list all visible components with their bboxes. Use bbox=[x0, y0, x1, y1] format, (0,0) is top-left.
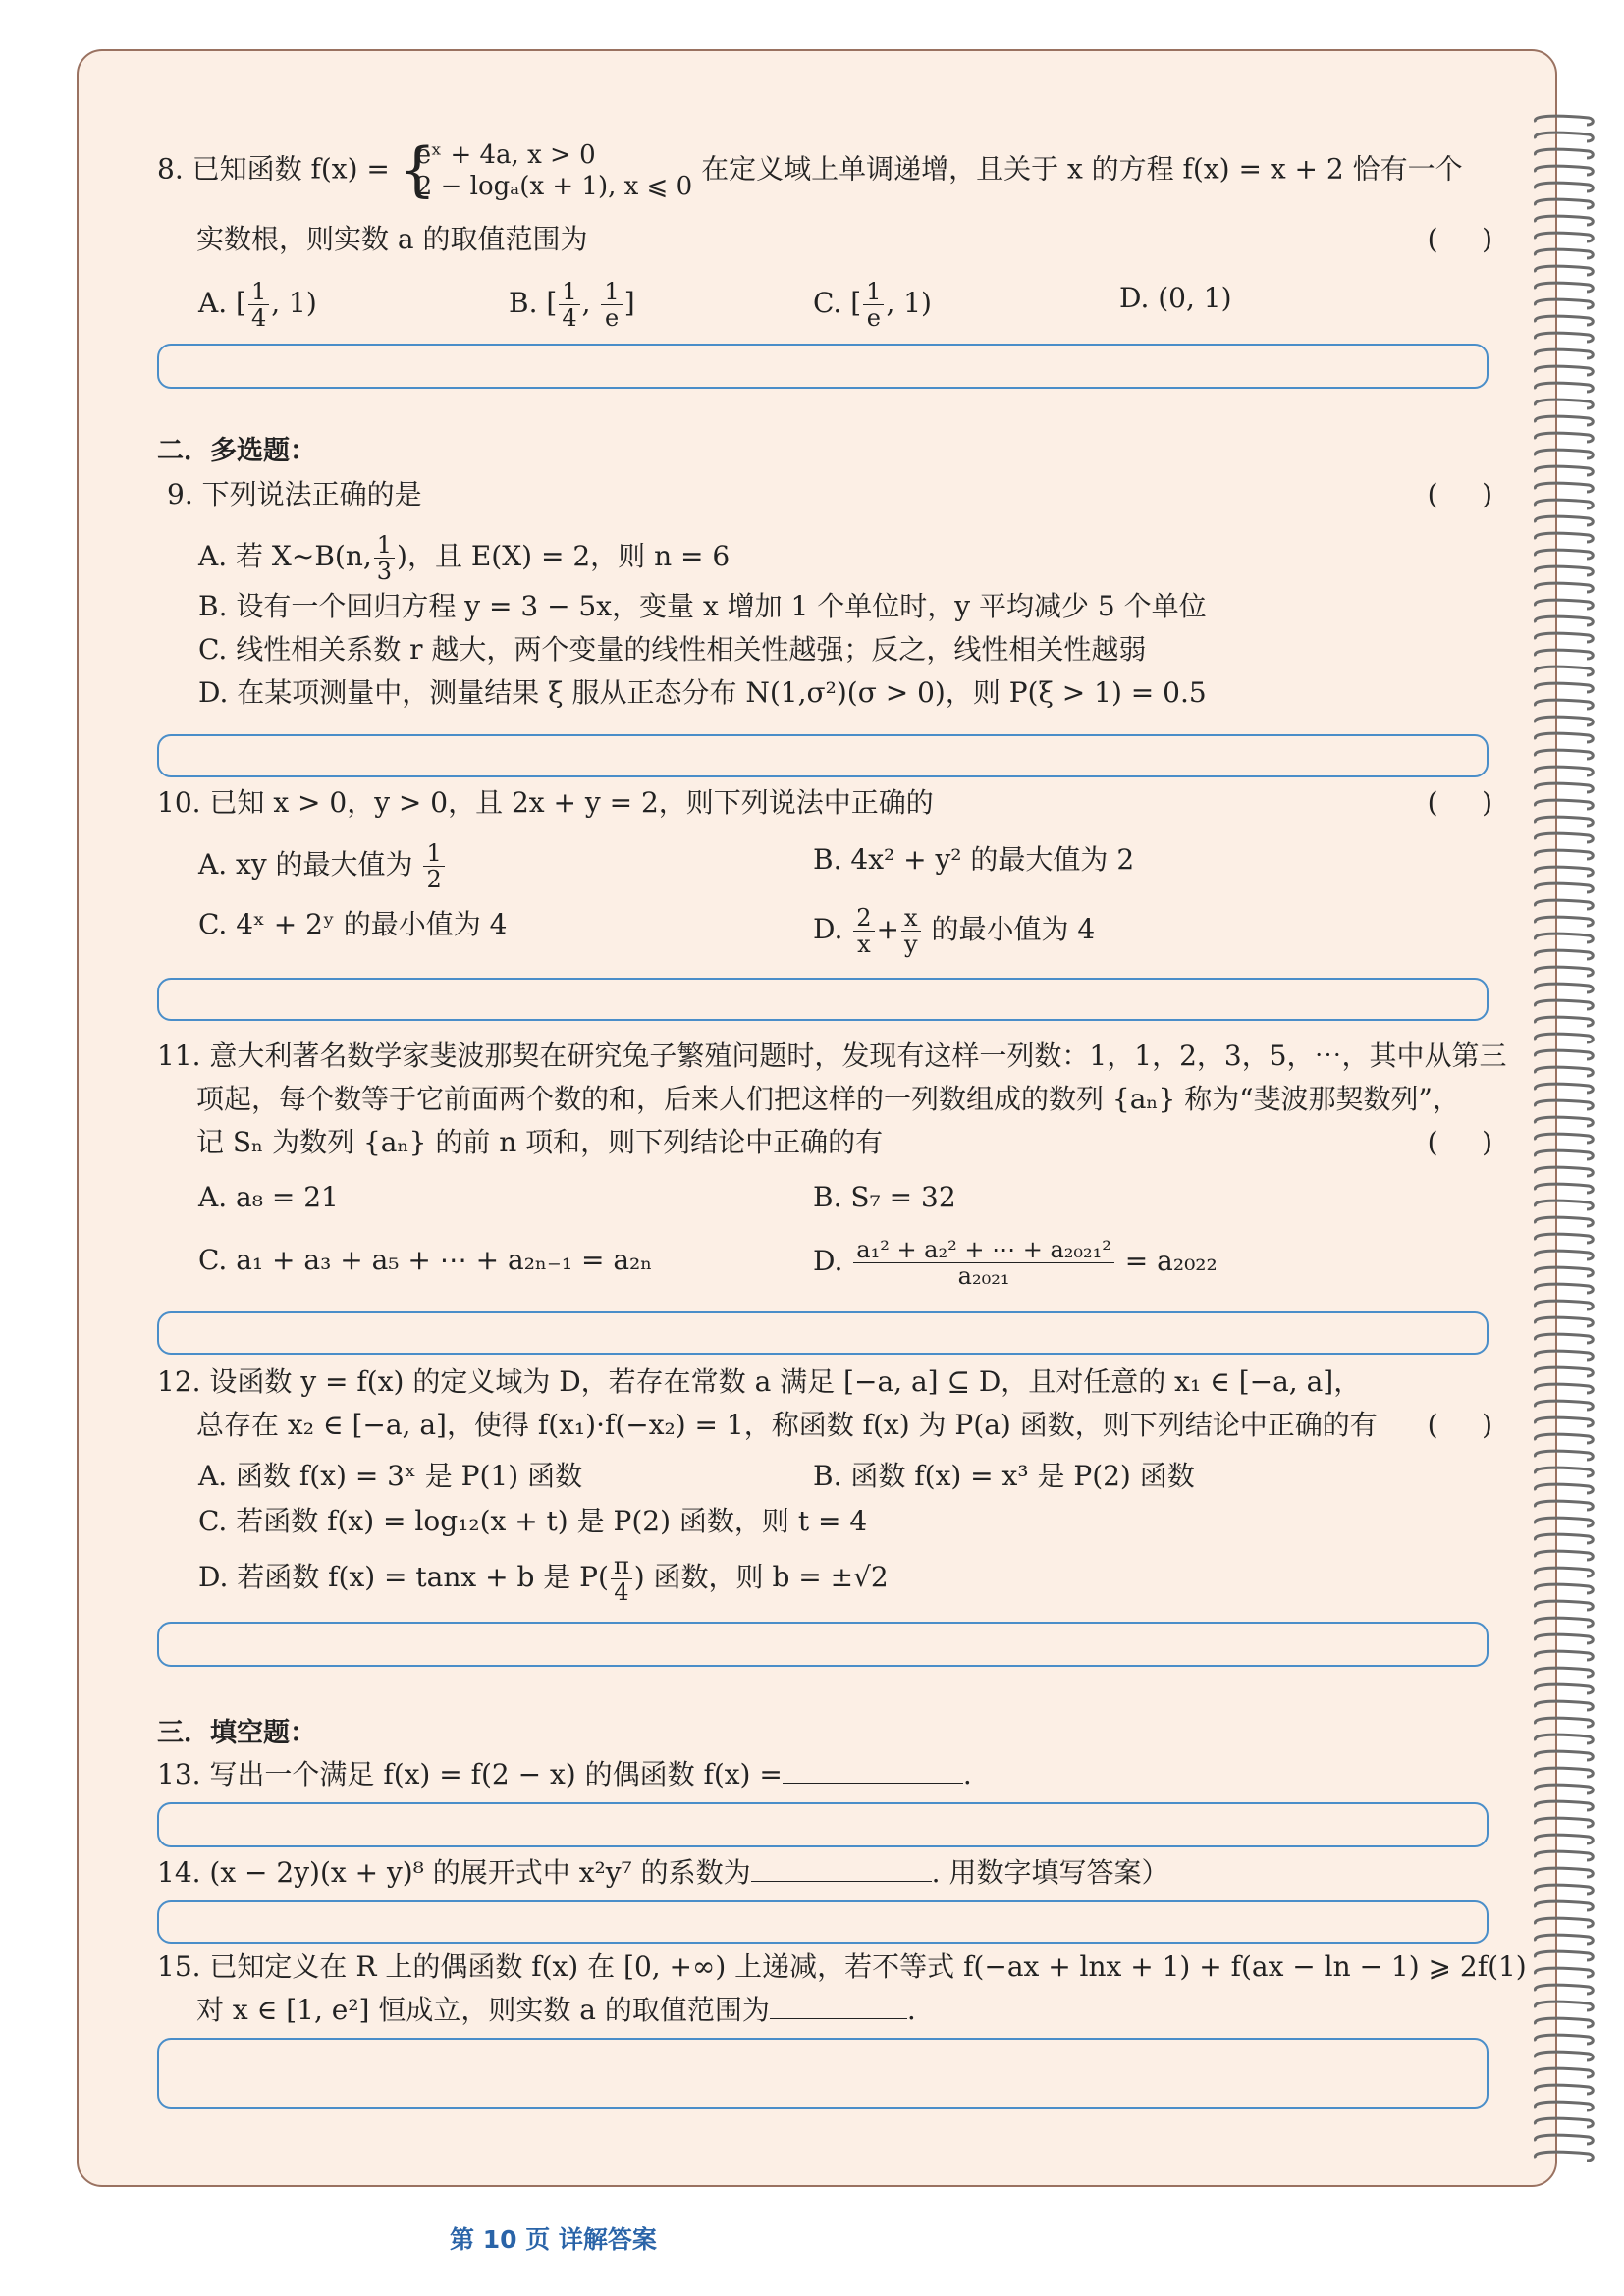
q11-option-a[interactable]: A. a₈ = 21 bbox=[198, 1181, 339, 1213]
spiral-coil bbox=[1535, 1000, 1593, 1009]
spiral-coil bbox=[1535, 650, 1593, 659]
spiral-coil bbox=[1535, 1751, 1593, 1760]
spiral-coil bbox=[1535, 1868, 1593, 1877]
spiral-coil bbox=[1535, 683, 1593, 692]
spiral-coil bbox=[1535, 1050, 1593, 1059]
spiral-coil bbox=[1535, 1234, 1593, 1243]
spiral-coil bbox=[1535, 1317, 1593, 1326]
spiral-coil bbox=[1535, 166, 1593, 175]
section-title-fill-in: 三．填空题： bbox=[157, 1718, 316, 1748]
spiral-coil bbox=[1535, 633, 1593, 642]
spiral-coil bbox=[1535, 1668, 1593, 1677]
spiral-coil bbox=[1535, 316, 1593, 325]
fraction: $\frac{x}{y}$ bbox=[901, 905, 921, 957]
fraction: $\frac{1}{3}$ bbox=[374, 532, 395, 584]
option-label: D. bbox=[813, 1245, 843, 1277]
q8-option-c[interactable]: C. [ $\frac{1}{e}$ , 1) bbox=[813, 278, 932, 332]
spiral-coil bbox=[1535, 349, 1593, 358]
q8-option-b[interactable]: B. [ $\frac{1}{4}$ , $\frac{1}{e}$ ] bbox=[509, 278, 635, 332]
q15-text-end: . bbox=[906, 1994, 916, 2026]
spiral-coil bbox=[1535, 533, 1593, 542]
option-text: )，且 E(X) = 2，则 n = 6 bbox=[397, 540, 731, 572]
q12-option-c[interactable]: C. 若函数 f(x) = log₁₂(x + t) 是 P(2) 函数，则 t = 4 bbox=[198, 1505, 868, 1537]
q13-stem bbox=[157, 1755, 972, 1794]
q8-stem-pre: 8. 已知函数 f(x) = bbox=[157, 152, 390, 186]
spiral-coil bbox=[1535, 1100, 1593, 1109]
spiral-coil bbox=[1535, 583, 1593, 592]
spiral-coil bbox=[1535, 733, 1593, 742]
spiral-coil bbox=[1535, 767, 1593, 775]
spiral-coil bbox=[1535, 750, 1593, 759]
q14-answer-box[interactable] bbox=[157, 1900, 1489, 1944]
spiral-coil bbox=[1535, 900, 1593, 909]
spiral-coil bbox=[1535, 1334, 1593, 1343]
spiral-coil bbox=[1535, 383, 1593, 392]
spiral-coil bbox=[1535, 2035, 1593, 2044]
spiral-coil bbox=[1535, 1301, 1593, 1309]
q8-option-d[interactable]: D. (0, 1) bbox=[1119, 282, 1232, 314]
q10-stem: 10. 已知 x > 0，y > 0，且 2x + y = 2，则下列说法中正确的 bbox=[157, 786, 934, 819]
q14-blank[interactable] bbox=[751, 1853, 932, 1882]
option-text: D. 若函数 f(x) = tanx + b 是 P( bbox=[198, 1561, 609, 1593]
spiral-coil bbox=[1535, 1851, 1593, 1860]
fraction: $\frac{\text{a₁² + a₂² + ⋯ + a₂₀₂₁²}}{\text{a₂₀₂₁}}$ bbox=[853, 1237, 1114, 1289]
spiral-coil bbox=[1535, 1201, 1593, 1209]
fraction: $\frac{1}{e}$ bbox=[601, 279, 622, 331]
spiral-coil bbox=[1535, 416, 1593, 425]
spiral-coil bbox=[1535, 833, 1593, 842]
spiral-coil bbox=[1535, 1885, 1593, 1894]
spiral-coil bbox=[1535, 1968, 1593, 1977]
q11-stem-line3: 记 Sₙ 为数列 {aₙ} 的前 n 项和，则下列结论中正确的有 bbox=[196, 1126, 884, 1158]
option-label: D. bbox=[813, 913, 843, 945]
q11-option-d[interactable] bbox=[813, 1237, 1218, 1289]
q14-text: 14. (x − 2y)(x + y)⁸ 的展开式中 x²y⁷ 的系数为 bbox=[157, 1856, 751, 1889]
option-text: A. xy 的最大值为 bbox=[198, 848, 413, 881]
q9-option-c[interactable]: C. 线性相关系数 r 越大，两个变量的线性相关性越强；反之，线性相关性越弱 bbox=[198, 633, 1147, 666]
q15-stem-line1: 15. 已知定义在 R 上的偶函数 f(x) 在 [0, +∞) 上递减，若不等式 f(−ax + lnx + 1) + f(ax − ln − 1) ⩾ 2f(1) bbox=[157, 1950, 1527, 1983]
q12-stem-line2: 总存在 x₂ ∈ [−a, a]，使得 f(x₁)·f(−x₂) = 1，称函数 f(x) 为 P(a) 函数，则下列结论中正确的有 bbox=[196, 1409, 1378, 1441]
spiral-coil bbox=[1535, 466, 1593, 475]
spiral-coil bbox=[1535, 783, 1593, 792]
q10-answer-paren: ( ) bbox=[1427, 786, 1492, 819]
spiral-coil bbox=[1535, 400, 1593, 408]
q12-answer-box[interactable] bbox=[157, 1622, 1489, 1667]
spiral-coil bbox=[1535, 1184, 1593, 1193]
spiral-coil bbox=[1535, 1084, 1593, 1093]
q11-stem-line1: 11. 意大利著名数学家斐波那契在研究兔子繁殖问题时，发现有这样一列数：1，1，2，3，5，⋯，其中从第三 bbox=[157, 1040, 1507, 1072]
spiral-coil bbox=[1535, 934, 1593, 942]
spiral-coil bbox=[1535, 1267, 1593, 1276]
spiral-coil bbox=[1535, 1918, 1593, 1927]
spiral-coil bbox=[1535, 1367, 1593, 1376]
spiral-coil bbox=[1535, 1167, 1593, 1176]
q9-option-d[interactable]: D. 在某项测量中，测量结果 ξ 服从正态分布 N(1,σ²)(σ > 0)，则 P(ξ > 1) = 0.5 bbox=[198, 676, 1207, 709]
q9-answer-paren: ( ) bbox=[1427, 478, 1492, 510]
spiral-coil bbox=[1535, 1484, 1593, 1493]
q10-option-c[interactable]: C. 4ˣ + 2ʸ 的最小值为 4 bbox=[198, 908, 508, 940]
spiral-coil bbox=[1535, 2118, 1593, 2127]
spiral-coil bbox=[1535, 1518, 1593, 1526]
q8-case2: 2 − logₐ(x + 1), x ⩽ 0 bbox=[415, 172, 693, 201]
spiral-coil bbox=[1535, 1451, 1593, 1460]
spiral-coil bbox=[1535, 1067, 1593, 1076]
spiral-coil bbox=[1535, 2052, 1593, 2060]
spiral-coil bbox=[1535, 2135, 1593, 2144]
fraction: $\frac{1}{4}$ bbox=[559, 279, 579, 331]
spiral-coil bbox=[1535, 283, 1593, 292]
spiral-coil bbox=[1535, 333, 1593, 342]
fraction: $\frac{\pi}{4}$ bbox=[611, 1553, 632, 1605]
spiral-coil bbox=[1535, 850, 1593, 859]
q8-stem-post: 在定义域上单调递增，且关于 x 的方程 f(x) = x + 2 恰有一个 bbox=[701, 152, 1463, 186]
spiral-coil bbox=[1535, 1935, 1593, 1944]
spiral-coil bbox=[1535, 1401, 1593, 1410]
piecewise-function bbox=[398, 135, 693, 204]
spiral-binding bbox=[1528, 110, 1597, 2162]
q10-option-b[interactable]: B. 4x² + y² 的最大值为 2 bbox=[813, 843, 1135, 876]
q8-case1: eˣ + 4a, x > 0 bbox=[415, 140, 596, 170]
q10-answer-box[interactable] bbox=[157, 978, 1489, 1021]
plus-sign: + bbox=[876, 913, 900, 945]
spiral-coil bbox=[1535, 500, 1593, 508]
spiral-coil bbox=[1535, 2152, 1593, 2161]
spiral-coil bbox=[1535, 149, 1593, 158]
spiral-coil bbox=[1535, 183, 1593, 191]
spiral-coil bbox=[1535, 616, 1593, 625]
q10-option-d[interactable] bbox=[813, 905, 1095, 957]
q9-option-a[interactable] bbox=[198, 532, 730, 584]
q13-text: 13. 写出一个满足 f(x) = f(2 − x) 的偶函数 f(x) = bbox=[157, 1758, 783, 1790]
spiral-coil bbox=[1535, 1417, 1593, 1426]
spiral-coil bbox=[1535, 133, 1593, 141]
spiral-coil bbox=[1535, 1701, 1593, 1710]
spiral-coil bbox=[1535, 2018, 1593, 2027]
option-text: A. 若 X~B(n, bbox=[198, 540, 372, 572]
q11-answer-box[interactable] bbox=[157, 1311, 1489, 1355]
spiral-coil bbox=[1535, 817, 1593, 826]
spiral-coil bbox=[1535, 566, 1593, 575]
spiral-coil bbox=[1535, 717, 1593, 725]
spiral-coil bbox=[1535, 1634, 1593, 1643]
spiral-coil bbox=[1535, 1785, 1593, 1793]
spiral-coil bbox=[1535, 1117, 1593, 1126]
spiral-coil bbox=[1535, 249, 1593, 258]
section-title-multiple-choice: 二．多选题： bbox=[157, 436, 316, 466]
spiral-coil bbox=[1535, 516, 1593, 525]
spiral-coil bbox=[1535, 1951, 1593, 1960]
spiral-coil bbox=[1535, 1584, 1593, 1593]
q9-answer-box[interactable] bbox=[157, 734, 1489, 777]
spiral-coil bbox=[1535, 1251, 1593, 1259]
spiral-coil bbox=[1535, 1468, 1593, 1476]
spiral-coil bbox=[1535, 883, 1593, 892]
spiral-coil bbox=[1535, 700, 1593, 709]
q13-blank[interactable] bbox=[783, 1755, 963, 1784]
option-label: A. bbox=[198, 287, 228, 319]
spiral-coil bbox=[1535, 984, 1593, 992]
q15-answer-box[interactable] bbox=[157, 2038, 1489, 2109]
q15-blank[interactable] bbox=[770, 1991, 907, 2019]
spiral-coil bbox=[1535, 1551, 1593, 1560]
option-text: 的最小值为 4 bbox=[931, 913, 1096, 945]
q12-option-a[interactable]: A. 函数 f(x) = 3ˣ 是 P(1) 函数 bbox=[198, 1460, 583, 1492]
page-footer: 第 10 页 详解答案 bbox=[450, 2225, 657, 2254]
q8-answer-paren: ( ) bbox=[1427, 223, 1492, 255]
spiral-coil bbox=[1535, 216, 1593, 225]
fraction: $\frac{1}{2}$ bbox=[423, 840, 444, 892]
spiral-coil bbox=[1535, 116, 1593, 125]
spiral-coil bbox=[1535, 800, 1593, 809]
spiral-coil bbox=[1535, 433, 1593, 442]
spiral-coil bbox=[1535, 1284, 1593, 1293]
spiral-coil bbox=[1535, 917, 1593, 926]
spiral-coil bbox=[1535, 550, 1593, 559]
spiral-coil bbox=[1535, 1017, 1593, 1026]
q14-stem bbox=[157, 1853, 1168, 1893]
q11-answer-paren: ( ) bbox=[1427, 1126, 1492, 1158]
spiral-coil bbox=[1535, 1651, 1593, 1660]
spiral-coil bbox=[1535, 2085, 1593, 2094]
q8-answer-box[interactable] bbox=[157, 344, 1489, 389]
q12-stem-line1: 12. 设函数 y = f(x) 的定义域为 D，若存在常数 a 满足 [−a, a] ⊆ D，且对任意的 x₁ ∈ [−a, a]， bbox=[157, 1365, 1362, 1398]
spiral-coil bbox=[1535, 1384, 1593, 1393]
spiral-coil bbox=[1535, 1150, 1593, 1159]
q13-answer-box[interactable] bbox=[157, 1802, 1489, 1847]
spiral-coil bbox=[1535, 1568, 1593, 1576]
spiral-coil bbox=[1535, 1618, 1593, 1627]
spiral-coil bbox=[1535, 1718, 1593, 1727]
spiral-coil bbox=[1535, 1901, 1593, 1910]
q12-option-b[interactable]: B. 函数 f(x) = x³ 是 P(2) 函数 bbox=[813, 1460, 1195, 1492]
option-text: ) 函数，则 b = ±√2 bbox=[633, 1561, 889, 1593]
spiral-coil bbox=[1535, 1501, 1593, 1510]
spiral-coil bbox=[1535, 1434, 1593, 1443]
spiral-coil bbox=[1535, 483, 1593, 492]
q14-text-end: . 用数字填写答案） bbox=[931, 1856, 1169, 1889]
spiral-coil bbox=[1535, 1534, 1593, 1543]
option-tail: , 1) bbox=[886, 287, 932, 319]
spiral-coil bbox=[1535, 950, 1593, 959]
q10-option-a[interactable] bbox=[198, 840, 447, 892]
spiral-coil bbox=[1535, 600, 1593, 609]
option-tail: , 1) bbox=[271, 287, 317, 319]
spiral-coil bbox=[1535, 2002, 1593, 2010]
spiral-coil bbox=[1535, 366, 1593, 375]
spiral-coil bbox=[1535, 2102, 1593, 2110]
q8-stem-line2: 实数根，则实数 a 的取值范围为 bbox=[196, 223, 588, 255]
option-label: C. bbox=[813, 287, 842, 319]
spiral-coil bbox=[1535, 967, 1593, 976]
option-text: = a₂₀₂₂ bbox=[1124, 1245, 1218, 1277]
spiral-coil bbox=[1535, 1835, 1593, 1843]
q12-answer-paren: ( ) bbox=[1427, 1409, 1492, 1441]
spiral-coil bbox=[1535, 1034, 1593, 1042]
fraction: $\frac{1}{4}$ bbox=[248, 279, 269, 331]
q13-text-end: . bbox=[962, 1758, 972, 1790]
q12-option-d[interactable] bbox=[198, 1553, 889, 1605]
spiral-coil bbox=[1535, 1735, 1593, 1743]
brace-icon: { bbox=[398, 135, 436, 204]
spiral-coil bbox=[1535, 450, 1593, 458]
q11-stem-line2: 项起，每个数等于它前面两个数的和，后来人们把这样的一列数组成的数列 {aₙ} 称为“斐波那契数列”， bbox=[196, 1083, 1460, 1115]
spiral-coil bbox=[1535, 299, 1593, 308]
spiral-coil bbox=[1535, 667, 1593, 675]
q15-stem-line2 bbox=[196, 1991, 916, 2030]
q9-option-b[interactable]: B. 设有一个回归方程 y = 3 − 5x，变量 x 增加 1 个单位时，y 平均减少 5 个单位 bbox=[198, 590, 1207, 622]
fraction: $\frac{1}{e}$ bbox=[863, 279, 884, 331]
spiral-coil bbox=[1535, 867, 1593, 876]
spiral-coil bbox=[1535, 1601, 1593, 1610]
fraction: $\frac{2}{x}$ bbox=[853, 905, 874, 957]
spiral-coil bbox=[1535, 1985, 1593, 1994]
option-label: B. bbox=[509, 287, 538, 319]
q11-option-c[interactable]: C. a₁ + a₃ + a₅ + ⋯ + a₂ₙ₋₁ = a₂ₙ bbox=[198, 1244, 653, 1276]
spiral-coil bbox=[1535, 1134, 1593, 1143]
q9-stem: 9. 下列说法正确的是 bbox=[167, 478, 422, 510]
q15-text: 对 x ∈ [1, e²] 恒成立，则实数 a 的取值范围为 bbox=[196, 1994, 770, 2026]
spiral-coil bbox=[1535, 266, 1593, 275]
spiral-coil bbox=[1535, 1801, 1593, 1810]
spiral-coil bbox=[1535, 1684, 1593, 1693]
spiral-coil bbox=[1535, 2068, 1593, 2077]
spiral-coil bbox=[1535, 1818, 1593, 1827]
spiral-coil bbox=[1535, 1217, 1593, 1226]
q8-option-a[interactable]: A. [ $\frac{1}{4}$ , 1) bbox=[198, 278, 317, 332]
spiral-coil bbox=[1535, 1768, 1593, 1777]
spiral-coil bbox=[1535, 199, 1593, 208]
q11-option-b[interactable]: B. S₇ = 32 bbox=[813, 1181, 956, 1213]
spiral-coil bbox=[1535, 233, 1593, 241]
spiral-coil bbox=[1535, 1351, 1593, 1360]
